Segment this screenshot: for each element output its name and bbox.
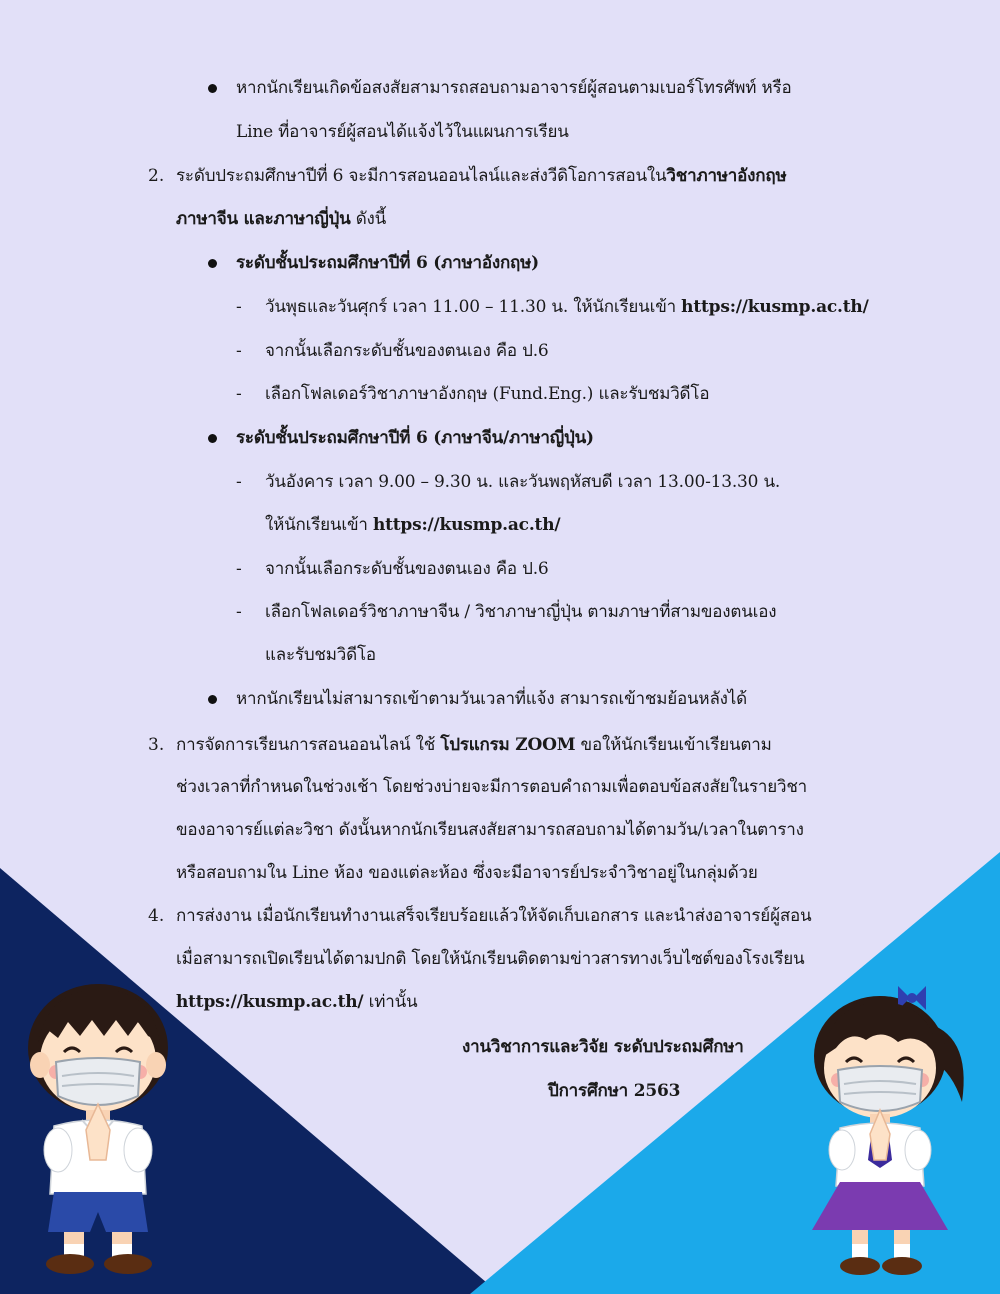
dash-marker: - [236, 341, 242, 361]
website-link[interactable]: https://kusmp.ac.th/ [681, 297, 869, 317]
doc-line: Line ที่อาจารย์ผู้สอนได้แจ้งไว้ในแผนการเรียน [236, 122, 569, 142]
dash-marker: - [236, 602, 242, 622]
doc-line: ช่วงเวลาที่กำหนดในช่วงเช้า โดยช่วงบ่ายจะมีการตอบคำถามเพื่อตอบข้อสงสัยในรายวิชา [176, 777, 808, 797]
student-girl-illustration [802, 982, 972, 1282]
sub-heading: ระดับชั้นประถมศึกษาปีที่ 6 (ภาษาจีน/ภาษาญี่ปุ่น) [236, 428, 594, 448]
doc-line [176, 164, 786, 188]
doc-line [265, 513, 560, 537]
doc-line: หรือสอบถามใน Line ห้อง ของแต่ละห้อง ซึ่งจะมีอาจารย์ประจำวิชาอยู่ในกลุ่มด้วย [176, 863, 758, 883]
text-span-bold: โปรแกรม ZOOM [440, 735, 576, 755]
item-number: 4. [148, 906, 165, 926]
dash-marker: - [236, 559, 242, 579]
text-span-bold: วิชาภาษาอังกฤษ [666, 166, 787, 186]
signature-department: งานวิชาการและวิจัย ระดับประถมศึกษา [462, 1037, 744, 1057]
doc-line: ของอาจารย์แต่ละวิชา ดังนั้นหากนักเรียนสงสัยสามารถสอบถามได้ตามวัน/เวลาในตาราง [176, 820, 804, 840]
text-span: วันพุธและวันศุกร์ เวลา 11.00 – 11.30 น. ให้นักเรียนเข้า [265, 297, 682, 317]
dash-marker: - [236, 472, 242, 492]
dash-marker: - [236, 297, 242, 317]
text-span-bold: ภาษาจีน และภาษาญี่ปุ่น [176, 209, 351, 229]
doc-line: และรับชมวิดีโอ [265, 645, 376, 665]
sub-heading: ระดับชั้นประถมศึกษาปีที่ 6 (ภาษาอังกฤษ) [236, 253, 539, 273]
item-number: 2. [148, 166, 165, 186]
doc-line [176, 733, 772, 757]
text-span: ดังนี้ [350, 209, 387, 229]
doc-line: เมื่อสามารถเปิดเรียนได้ตามปกติ โดยให้นักเรียนติดตามข่าวสารทางเว็บไซต์ของโรงเรียน [176, 949, 805, 969]
text-span: เท่านั้น [363, 992, 418, 1012]
doc-line: เลือกโฟลเดอร์วิชาภาษาจีน / วิชาภาษาญี่ปุ่น ตามภาษาที่สามของตนเอง [265, 602, 777, 622]
text-span: การจัดการเรียนการสอนออนไลน์ ใช้ [176, 735, 441, 755]
doc-line: จากนั้นเลือกระดับชั้นของตนเอง คือ ป.6 [265, 341, 549, 361]
doc-line: เลือกโฟลเดอร์วิชาภาษาอังกฤษ (Fund.Eng.) และรับชมวิดีโอ [265, 384, 710, 404]
text-span: ระดับประถมศึกษาปีที่ 6 จะมีการสอนออนไลน์และส่งวีดิโอการสอนใน [176, 166, 667, 186]
bullet-dot [208, 695, 217, 704]
signature-year: ปีการศึกษา 2563 [548, 1081, 681, 1101]
doc-line: การส่งงาน เมื่อนักเรียนทำงานเสร็จเรียบร้อยแล้วให้จัดเก็บเอกสาร และนำส่งอาจารย์ผู้สอน [176, 906, 812, 926]
bullet-dot [208, 84, 217, 93]
doc-line [176, 207, 386, 231]
doc-line: หากนักเรียนไม่สามารถเข้าตามวันเวลาที่แจ้ง สามารถเข้าชมย้อนหลังได้ [236, 689, 747, 709]
doc-line [176, 990, 417, 1014]
bullet-dot [208, 434, 217, 443]
text-span: ให้นักเรียนเข้า [265, 515, 373, 535]
doc-line: จากนั้นเลือกระดับชั้นของตนเอง คือ ป.6 [265, 559, 549, 579]
item-number: 3. [148, 735, 165, 755]
bullet-dot [208, 259, 217, 268]
text-span: ขอให้นักเรียนเข้าเรียนตาม [575, 735, 772, 755]
website-link[interactable]: https://kusmp.ac.th/ [372, 515, 561, 535]
student-boy-illustration [20, 980, 180, 1280]
doc-line: หากนักเรียนเกิดข้อสงสัยสามารถสอบถามอาจารย์ผู้สอนตามเบอร์โทรศัพท์ หรือ [236, 78, 792, 98]
doc-line: วันอังคาร เวลา 9.00 – 9.30 น. และวันพฤหัสบดี เวลา 13.00-13.30 น. [265, 472, 781, 492]
dash-marker: - [236, 384, 242, 404]
doc-line [265, 295, 869, 319]
website-link[interactable]: https://kusmp.ac.th/ [176, 992, 364, 1012]
